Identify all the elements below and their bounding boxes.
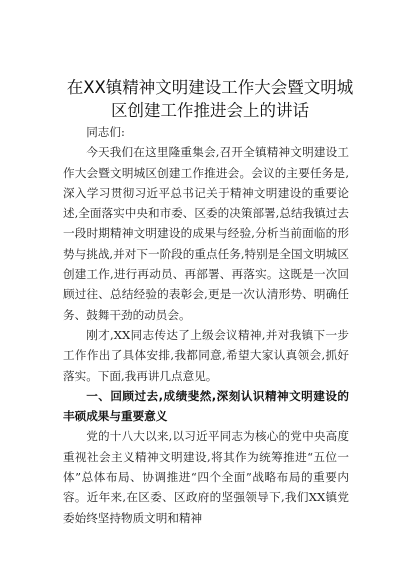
document-title: 在XX镇精神文明建设工作大会暨文明城区创建工作推进会上的讲话 bbox=[66, 78, 354, 120]
document-body bbox=[63, 122, 349, 528]
salutation: 同志们: bbox=[86, 125, 125, 139]
paragraph-arrangement: 刚才,XX同志传达了上级会议精神,并对我镇下一步工作作出了具体安排,我都同意,希望大家认真领会,抓好落实。下面,我再讲几点意见。 bbox=[63, 327, 349, 383]
section-paragraph: 党的十八大以来,以习近平同志为核心的党中央高度重视社会主义精神文明建设,将其作为统筹推进“五位一体”总体布局、协调推进“四个全面”战略布局的重要内容。近年来,在区委、区政府的坚强领导下,我们XX镇党委始终坚持物质文明和精神 bbox=[63, 429, 349, 525]
section-heading: 一、回顾过去,成绩斐然,深刻认识精神文明建设的丰硕成果与重要意义 bbox=[63, 388, 349, 424]
paragraph-opening: 今天我们在这里隆重集会,召开全镇精神文明建设工作大会暨文明城区创建工作推进会。会议的主要任务是,深入学习贯彻习近平总书记关于精神文明建设的重要论述,全面落实中央和市委、区委的决策部署,总结我镇过去一段时期精神文明建设的成果与经验,分析当前面临的形势与挑战,并对下一阶段的重点任务,特别是全国文明城区创建工作,进行再动员、再部署、再落实。这既是一次回顾过往、总结经验的表彰会,更是一次认清形势、明确任务、鼓舞干劲的动员会。 bbox=[63, 145, 349, 322]
